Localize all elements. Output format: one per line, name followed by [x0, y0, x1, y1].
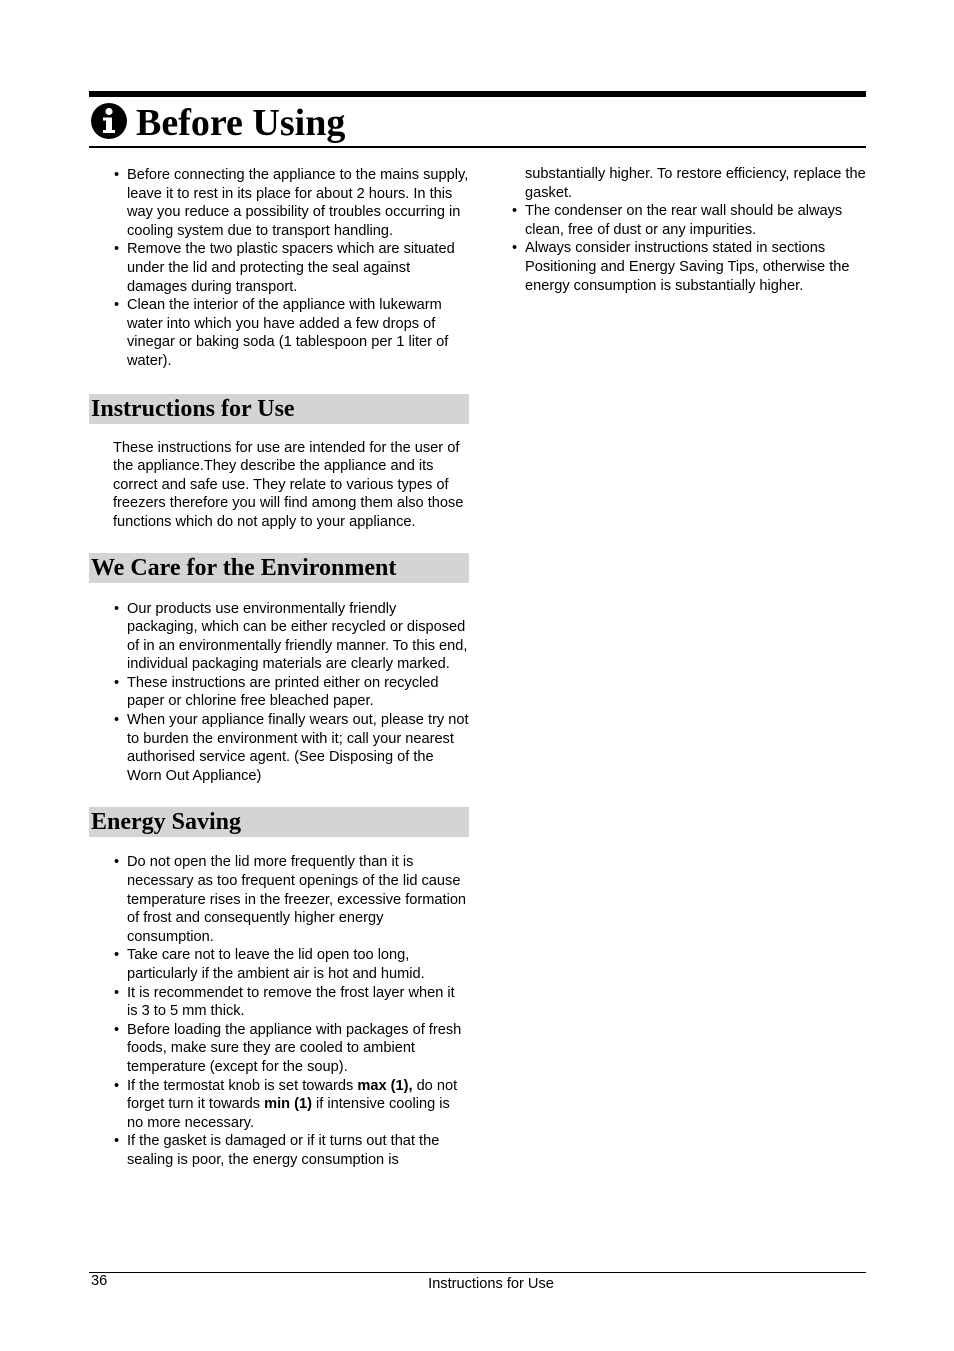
section-heading-environment: We Care for the Environment: [89, 553, 469, 583]
list-item: • When your appliance finally wears out, please try not to burden the environment with it; call your nearest authorised service agent. (See Disposing of the Worn Out Appliance): [127, 711, 469, 785]
list-item-thermostat: [127, 1077, 469, 1133]
max-setting: max (1),: [357, 1077, 413, 1094]
thermostat-text: do not forget turn it towards: [127, 1077, 458, 1113]
list-item: • It is recommendet to remove the frost layer when it is 3 to 5 mm thick.: [127, 984, 469, 1021]
gasket-continued: substantially higher. To restore efficiency, replace the gasket.: [525, 166, 866, 201]
header-top-rule: [89, 91, 866, 97]
list-item: • Do not open the lid more frequently than it is necessary as too frequent openings of the lid cause temperature rises in the freezer, excessive formation of frost and consequently higher energy consumption.: [127, 853, 469, 946]
list-item: • If the gasket is damaged or if it turns out that the sealing is poor, the energy consumption is: [127, 1132, 469, 1169]
intro-list: [89, 166, 469, 371]
section-heading-energy: Energy Saving: [89, 807, 469, 837]
list-item: • Clean the interior of the appliance with lukewarm water into which you have added a few drops of vinegar or baking soda (1 tablespoon per 1 liter of water).: [127, 296, 469, 370]
list-item: • The condenser on the rear wall should be always clean, free of dust or any impurities.: [525, 202, 866, 239]
list-item: • Before loading the appliance with packages of fresh foods, make sure they are cooled to ambient temperature (except for the soup).: [127, 1021, 469, 1077]
page-title: Before Using: [136, 102, 346, 144]
energy-list-continued: [510, 202, 866, 295]
info-icon: [90, 102, 128, 140]
list-item: • Our products use environmentally friendly packaging, which can be either recycled or disposed of in an environmentally friendly manner. To this end, individual packaging materials are clearly marked.: [127, 600, 469, 674]
list-item: • Before connecting the appliance to the mains supply, leave it to rest in its place for about 2 hours. In this way you reduce a possibility of troubles occurring in cooling system due to transport handling.: [127, 166, 469, 240]
page-header: [89, 98, 866, 148]
page-number: 36: [91, 1273, 108, 1289]
min-setting: min (1): [264, 1096, 312, 1113]
list-item: • Take care not to leave the lid open too long, particularly if the ambient air is hot and humid.: [127, 946, 469, 983]
list-item: • These instructions are printed either on recycled paper or chlorine free bleached paper.: [127, 674, 469, 711]
energy-list: [89, 853, 469, 1169]
footer-title: Instructions for Use: [428, 1276, 554, 1292]
instructions-paragraph: These instructions for use are intended for the user of the appliance.They describe the appliance and its correct and safe use. They relate to various types of freezers therefore you will find among them also those functions which do not apply to your appliance.: [113, 439, 464, 530]
left-column: [89, 166, 469, 1170]
thermostat-text: If the termostat knob is set towards: [127, 1077, 358, 1094]
list-item: • Remove the two plastic spacers which are situated under the lid and protecting the seal against damages during transport.: [127, 240, 469, 296]
right-column: [510, 165, 866, 295]
list-item: • Always consider instructions stated in sections Positioning and Energy Saving Tips, otherwise the energy consumption is substantially higher.: [525, 239, 866, 295]
thermostat-text: if intensive cooling is no more necessary.: [127, 1096, 450, 1131]
section-heading-instructions: Instructions for Use: [89, 394, 469, 424]
environment-list: [89, 600, 469, 786]
footer-rule: [89, 1272, 866, 1273]
